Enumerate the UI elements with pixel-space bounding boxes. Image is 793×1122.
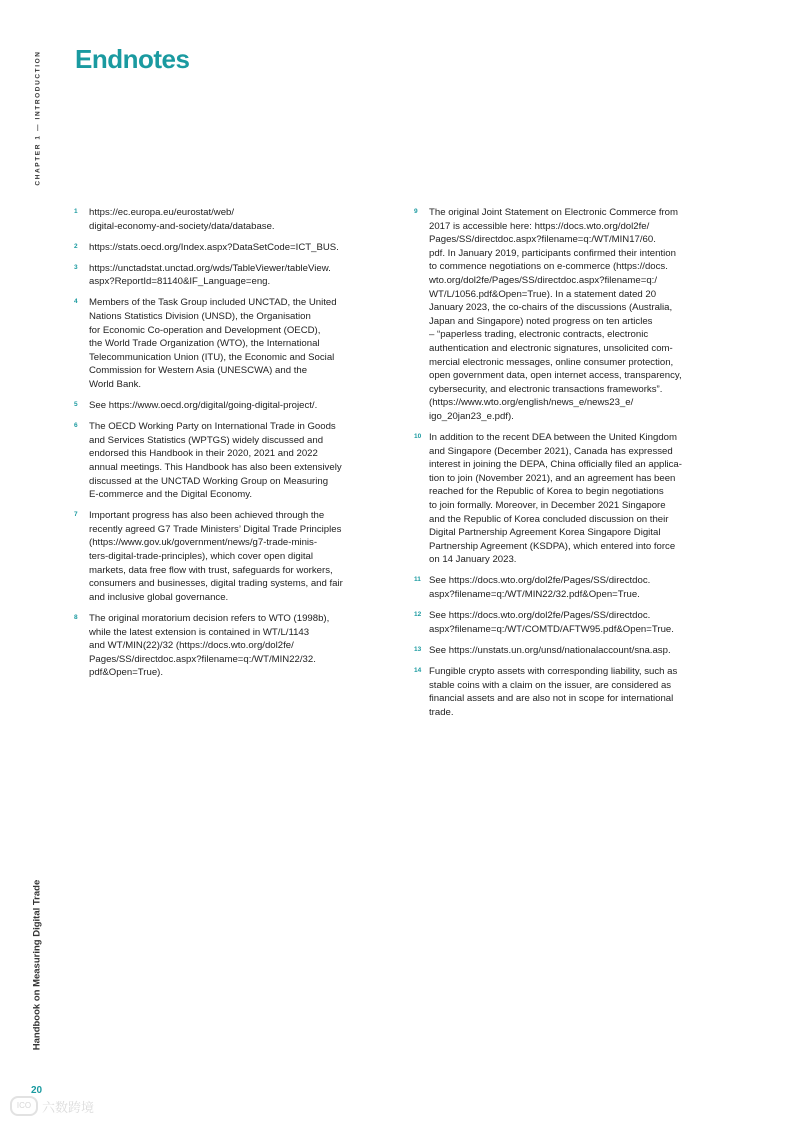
endnote-text: The original moratorium decision refers to WTO (1998b), while the latest extension is contained in WT/L/1143 and WT/MIN(22)/32 (https://docs.wto.org/dol2fe/ Pages/SS/directdoc.aspx?filename=q:/WT/MIN22/32. pdf&Open=True). xyxy=(89,612,330,679)
endnotes-left-column xyxy=(74,206,384,687)
endnote-number: 1 xyxy=(74,208,78,215)
page-title: Endnotes xyxy=(75,44,190,74)
endnote-number: 2 xyxy=(74,242,78,250)
watermark xyxy=(10,1096,94,1116)
endnote-text: https://unctadstat.unctad.org/wds/TableViewer/tableView. aspx?ReportId=81140&IF_Language=eng. xyxy=(89,262,331,288)
endnote-number: 4 xyxy=(74,298,78,306)
endnote-text: See https://docs.wto.org/dol2fe/Pages/SS/directdoc. aspx?filename=q:/WT/COMTD/AFTW95.pdf&Open=True. xyxy=(429,610,674,635)
endnote-text: https://ec.europa.eu/eurostat/web/ digital-economy-and-society/data/database. xyxy=(89,207,275,232)
endnote-text: Members of the Task Group included UNCTAD, the United Nations Statistics Division (UNSD), the Organisation for Economic Co-operation and Development (OECD), the World Trade Organization (WTO), the International Telecommunication Union (ITU), the Economic and Social Commission for Western Asia (UNESCWA) and the World Bank. xyxy=(89,297,337,391)
endnote-number: 10 xyxy=(414,433,422,440)
endnote xyxy=(74,206,384,233)
book-title: Handbook on Measuring Digital Trade xyxy=(31,879,43,1051)
endnote-text: Important progress has also been achieved through the recently agreed G7 Trade Ministers’ Digital Trade Principles (https://www.gov.uk/government/news/g7-trade-minis- ters-digital-trade-principles), which cover open digital markets, data free flow with trust, safeguards for workers, consumers and businesses, digital trading systems, and fair and inclusive global governance. xyxy=(89,510,343,603)
endnote-text: In addition to the recent DEA between the United Kingdom and Singapore (December 2021), Canada has expressed interest in joining the DEPA, China officially filed an applica- tion to join (November 2021), and an agreement has been reached for the Republic of Korea to begin negotiations to join formally. Moreover, in December 2021 Singapore and the Republic of Korea concluded discussion on their Digital Partnership Agreement Korea Singapore Digital Partnership Agreement (KSDPA), which entered into force on 14 January 2023. xyxy=(429,432,682,566)
endnote xyxy=(414,609,719,636)
endnote xyxy=(74,296,384,391)
endnote-number: 13 xyxy=(414,645,422,653)
endnote-number: 6 xyxy=(74,422,78,430)
endnote-text: The OECD Working Party on International Trade in Goods and Services Statistics (WPTGS) widely discussed and endorsed this Handbook in their 2020, 2021 and 2022 annual meetings. This Handbook has also been extensively discussed at the UNCTAD Working Group on Measuring E-commerce and the Digital Economy. xyxy=(89,421,342,501)
endnote-text: Fungible crypto assets with corresponding liability, such as stable coins with a claim on the issuer, are considered as financial assets and are also not in scope for international trade. xyxy=(429,665,678,718)
endnote xyxy=(74,612,384,680)
endnote xyxy=(74,262,384,289)
endnote-text: The original Joint Statement on Electronic Commerce from 2017 is accessible here: https://docs.wto.org/dol2fe/ Pages/SS/directdoc.aspx?filename=q:/WT/MIN17/60. pdf. In January 2019, participants confirmed their intention to commence negotiations on e-commerce (https://docs. wto.org/dol2fe/Pages/SS/directdoc.aspx?filename=q:/ WT/L/1056.pdf&Open=True). In a statement dated 20 January 2023, the co-chairs of the discussions (Australia, Japan and Singapore) noted progress on ten articles – “paperless trading, electronic contracts, electronic authentication and electronic signatures, unsolicited com- mercial electronic messages, online consumer protection, open government data, open internet access, transparency, cybersecurity, and electronic transactions frameworks”. (https://www.wto.org/english/news_e/news23_e/ igo_20jan23_e.pdf). xyxy=(429,207,682,422)
endnote xyxy=(414,644,719,658)
endnote-text: See https://docs.wto.org/dol2fe/Pages/SS/directdoc. aspx?filename=q:/WT/MIN22/32.pdf&Open=True. xyxy=(429,575,651,601)
page-number: 20 xyxy=(31,1085,43,1096)
endnote xyxy=(414,431,719,567)
endnote-text: See https://www.oecd.org/digital/going-digital-project/. xyxy=(89,400,318,412)
endnote-number: 9 xyxy=(414,208,418,215)
endnote-number: 11 xyxy=(414,576,421,584)
endnote xyxy=(414,206,719,424)
chapter-label: CHAPTER 1 — INTRODUCTION xyxy=(34,50,42,186)
endnote-number: 12 xyxy=(414,611,422,619)
endnote xyxy=(414,665,719,719)
endnote-number: 8 xyxy=(74,613,78,621)
endnote-number: 3 xyxy=(74,263,78,271)
endnote xyxy=(74,509,384,604)
endnote-text: See https://unstats.un.org/unsd/nationalaccount/sna.asp. xyxy=(429,644,671,656)
watermark-logo: ICO xyxy=(10,1096,38,1116)
endnote xyxy=(74,399,384,413)
endnote-number: 14 xyxy=(414,666,422,674)
endnote-number: 5 xyxy=(74,401,78,409)
endnote-number: 7 xyxy=(74,511,78,519)
endnote-text: https://stats.oecd.org/Index.aspx?DataSetCode=ICT_BUS. xyxy=(89,241,339,253)
watermark-text: 六数跨境 xyxy=(42,1099,95,1115)
endnote xyxy=(74,420,384,502)
endnote xyxy=(414,574,719,601)
endnote xyxy=(74,241,384,255)
endnotes-right-column xyxy=(414,206,719,727)
